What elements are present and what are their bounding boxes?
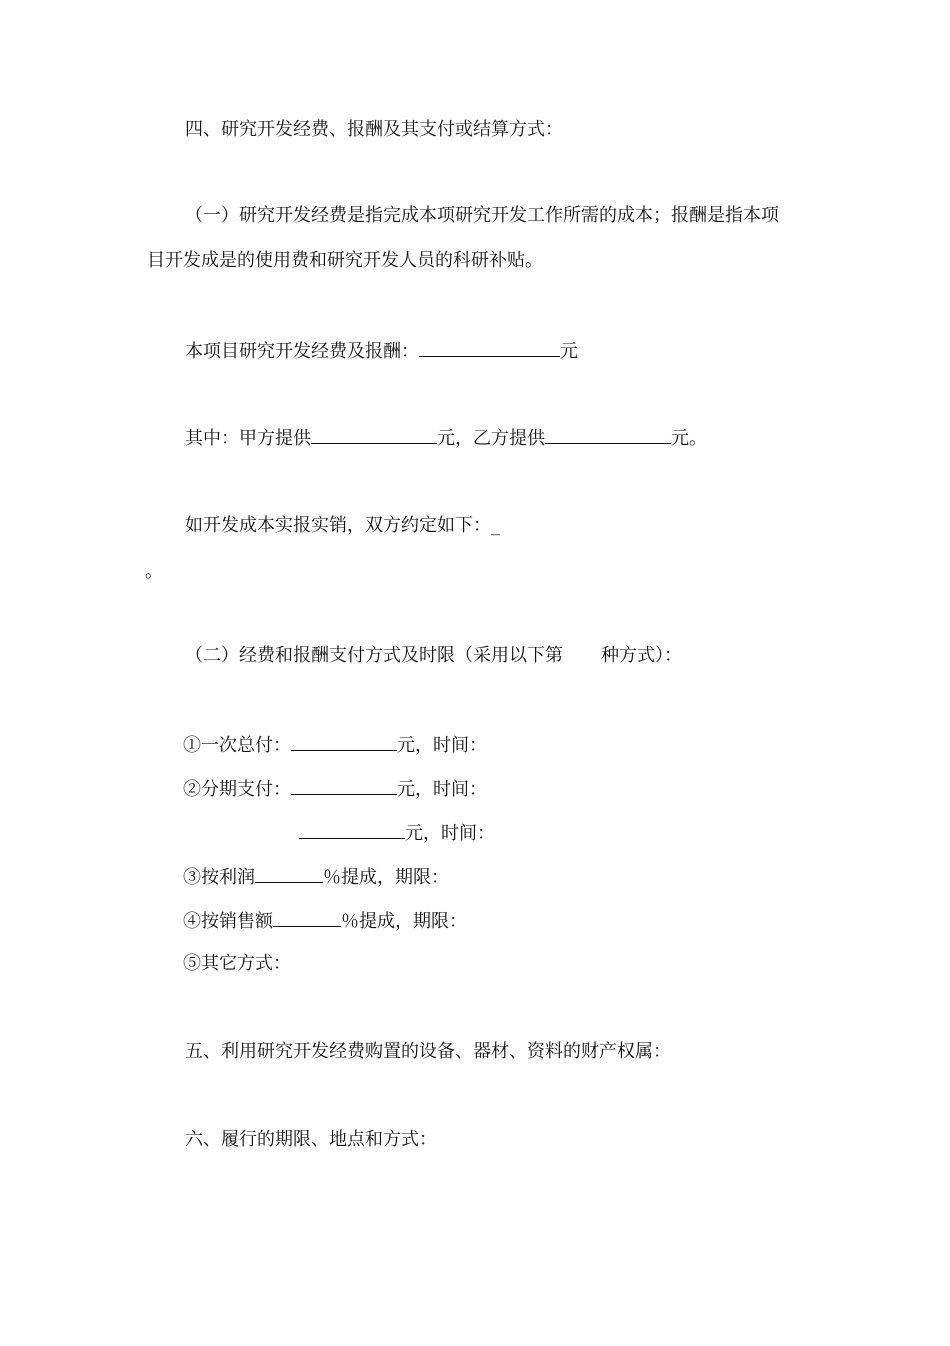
part2-row [185,644,682,668]
fee-split-row [185,425,707,451]
profit-percent-blank[interactable] [255,864,323,883]
party-b-label: 元，乙方提供 [437,428,545,449]
installment-row-2 [299,820,495,846]
total-fee-unit: 元 [560,341,578,362]
total-fee-label: 本项目研究开发经费及报酬： [185,341,419,362]
party-b-amount-blank[interactable] [545,425,671,444]
sales-row [183,908,467,934]
profit-row [183,864,449,890]
installment-amount-blank-2[interactable] [299,820,405,839]
installment-unit-time-2: 元，时间： [405,823,495,844]
sales-label: ④按销售额 [183,911,273,932]
part2-prefix: （二）经费和报酬支付方式及时限（采用以下第 [185,645,563,666]
installment-label: ②分期支付： [183,779,291,800]
other-method-label: ⑤其它方式： [183,953,291,974]
lump-sum-row [183,732,487,758]
sales-pct-suffix: ％提成，期限： [341,911,467,932]
installment-row-1 [183,776,487,802]
actual-cost-end-mark: 。 [145,561,163,582]
actual-cost-line: 如开发成本实报实销，双方约定如下：_ [185,515,500,536]
part2-suffix: 种方式）： [601,645,682,666]
lump-sum-amount-blank[interactable] [291,732,397,751]
section6-heading: 六、履行的期限、地点和方式： [185,1129,437,1150]
lump-sum-label: ①一次总付： [183,735,291,756]
party-a-amount-blank[interactable] [311,425,437,444]
profit-pct-suffix: ％提成，期限： [323,867,449,888]
part1-line1: （一）研究开发经费是指完成本项研究开发工作所需的成本；报酬是指本项 [185,205,779,226]
sales-percent-blank[interactable] [273,908,341,927]
party-a-label: 其中：甲方提供 [185,428,311,449]
fee-split-end: 元。 [671,428,707,449]
total-fee-row [185,338,578,364]
lump-sum-unit-time: 元，时间： [397,735,487,756]
part1-line2: 目开发成是的使用费和研究开发人员的科研补贴。 [147,250,543,271]
installment-amount-blank-1[interactable] [291,776,397,795]
total-fee-blank[interactable] [419,338,560,357]
profit-label: ③按利润 [183,867,255,888]
section4-heading: 四、研究开发经费、报酬及其支付或结算方式： [185,119,563,140]
installment-unit-time-1: 元，时间： [397,779,487,800]
section5-heading: 五、利用研究开发经费购置的设备、器材、资料的财产权属： [185,1041,671,1062]
